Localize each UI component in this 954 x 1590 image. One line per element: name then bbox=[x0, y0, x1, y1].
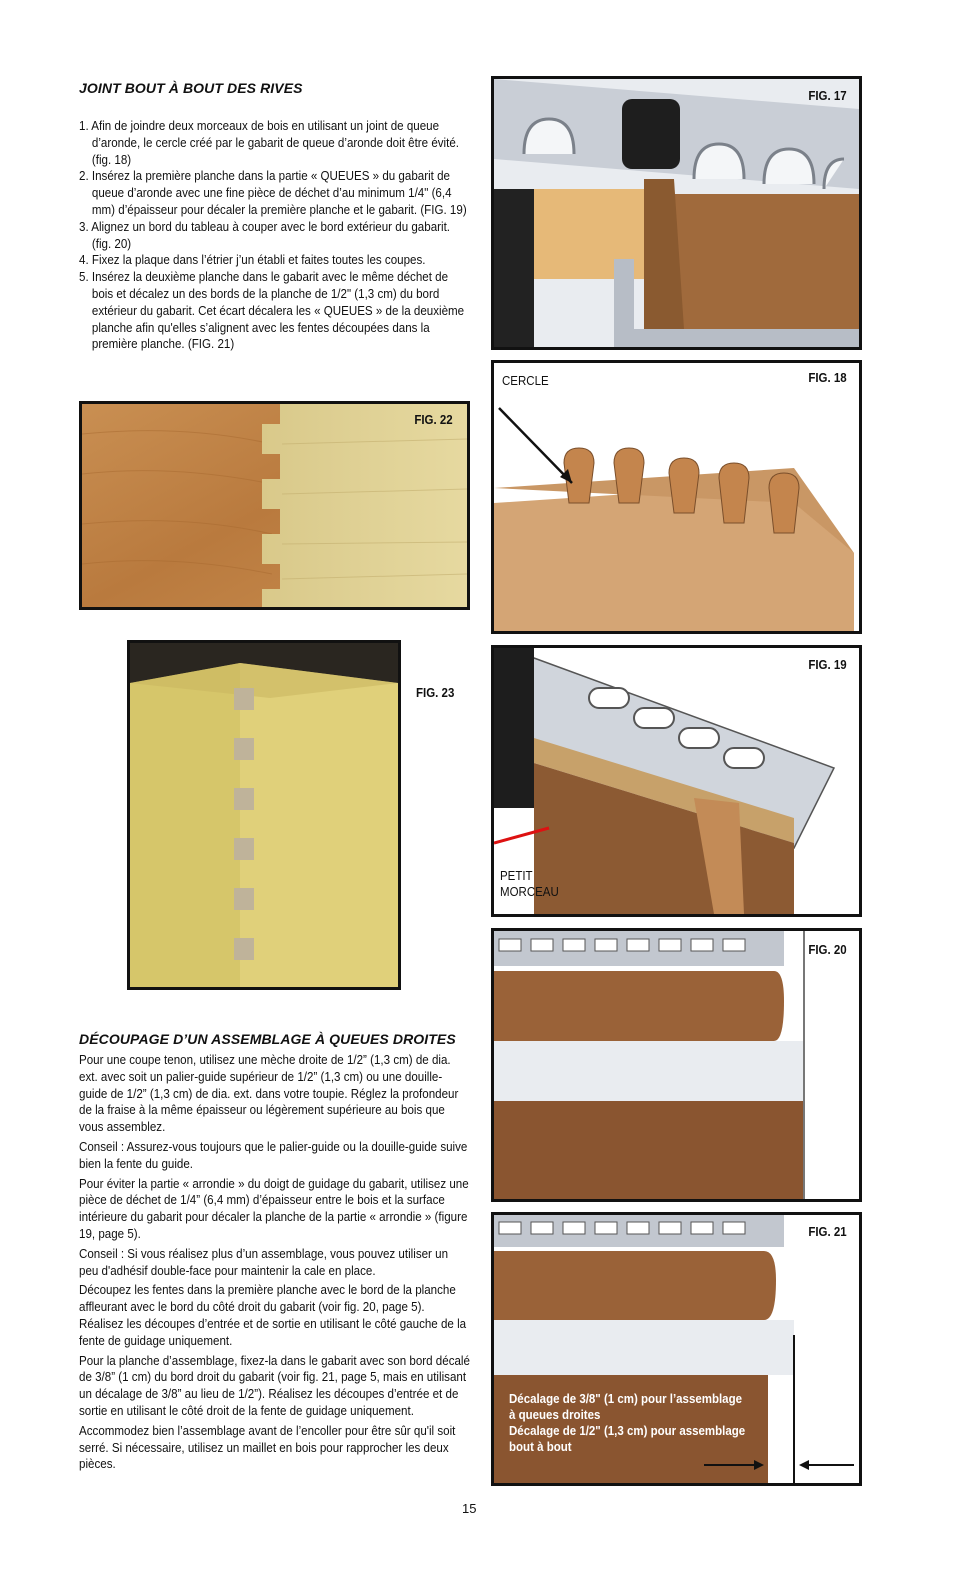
paragraph-2: Conseil : Assurez-vous toujours que le palier-guide ou la douille-guide suive bien la fente du guide. bbox=[79, 1139, 468, 1171]
figure-22-finger-joint bbox=[79, 401, 470, 610]
section-heading-joint: JOINT BOUT À BOUT DES RIVES bbox=[79, 80, 303, 96]
jig-closeup-image bbox=[494, 79, 859, 347]
circle-board-image bbox=[494, 363, 859, 631]
overlay-line-4: bout à bout bbox=[509, 1440, 572, 1454]
step-2: 2. Insérez la première planche dans la partie « QUEUES » du gabarit de queue d’aronde avec une fine pièce de déchet d’au minimum 1/4" (6,4 mm) d’épaisseur pour décaler la première planche et le gabarit. (FIG. 19) bbox=[79, 169, 467, 217]
figure-18-circle bbox=[491, 360, 862, 634]
section-heading-decoupage: DÉCOUPAGE D’UN ASSEMBLAGE À QUEUES DROITES bbox=[79, 1031, 456, 1047]
finger-joint-image bbox=[82, 404, 467, 607]
figure-22-label: FIG. 22 bbox=[414, 413, 453, 427]
paragraph-4: Conseil : Si vous réalisez plus d’un assemblage, vous pouvez utiliser un peu d'adhésif double-face pour maintenir la cale en place. bbox=[79, 1246, 449, 1278]
figure-23-box-corner bbox=[127, 640, 401, 990]
step-1: 1. Afin de joindre deux morceaux de bois en utilisant un joint de queue d’aronde, le cercle créé par le gabarit de queue d’aronde doit être évité. (fig. 18) bbox=[79, 119, 460, 167]
figure-21-offset bbox=[491, 1212, 862, 1486]
step-4: 4. Fixez la plaque dans l’étrier j’un établi et faites toutes les coupes. bbox=[79, 253, 426, 268]
figure-19-label: FIG. 19 bbox=[808, 658, 847, 672]
figure-21-label: FIG. 21 bbox=[808, 1225, 847, 1239]
paragraph-7: Accommodez bien l’assemblage avant de l’encoller pour être sûr qu'il soit serré. Si nécessaire, utilisez un maillet en bois pour rapprocher les deux pièces. bbox=[79, 1423, 456, 1472]
figure-19-small-piece bbox=[491, 645, 862, 917]
overlay-line-3: Décalage de 1/2" (1,3 cm) pour assemblage bbox=[509, 1424, 746, 1438]
overlay-line-2: à queues droites bbox=[509, 1408, 601, 1422]
figure-17-label: FIG. 17 bbox=[808, 89, 847, 103]
paragraph-3: Pour éviter la partie « arrondie » du doigt de guidage du gabarit, utilisez une pièce de déchet de 1/4” (6,4 mm) d’épaisseur entre le bois et la surface intérieure du gabarit pour décaler la planche de la partie « arrondie » (figure 19, page 5). bbox=[79, 1176, 469, 1241]
paragraph-5: Découpez les fentes dans la première planche avec le bord de la planche affleurant avec le bord du côté droit du gabarit (voir fig. 20, page 5). Réalisez les découpes d’entrée et de sortie en utilisant le côté gauche de la fente de guidage uniquement. bbox=[79, 1283, 467, 1348]
figure-20-alignment bbox=[491, 928, 862, 1202]
step-3: 3. Alignez un bord du tableau à couper avec le bord extérieur du gabarit. (fig. 20) bbox=[79, 219, 451, 251]
caption-line-1: PETIT bbox=[500, 869, 533, 883]
offset-annotation bbox=[509, 1391, 745, 1455]
instructions-body bbox=[79, 1052, 470, 1476]
step-5: 5. Insérez la deuxième planche dans le gabarit avec le même déchet de bois et décalez un des bords de la planche de 1/2" (1,3 cm) du bord extérieur du gabarit. Cet écart décalera les « QUEUES » de la deuxième planche afin qu'elles s’alignent avec les fentes découpées dans la première planche. (FIG. 21) bbox=[79, 270, 465, 352]
figure-18-caption: CERCLE bbox=[502, 374, 549, 388]
paragraph-1: Pour une coupe tenon, utilisez une mèche droite de 1/2” (1,3 cm) de dia. ext. avec soit un palier-guide supérieur de 1/2” (1,3 cm) ou une douille-guide de 1/2” (1,3 cm) de dia. ext. dans votre toupie. Réglez la profondeur de la fraise à la même épaisseur ou légèrement supérieure au bois que vous assemblez. bbox=[79, 1053, 459, 1135]
steps-list bbox=[79, 118, 470, 353]
figure-19-caption bbox=[500, 868, 559, 900]
overlay-line-1: Décalage de 3/8" (1 cm) pour l’assemblage bbox=[509, 1392, 743, 1406]
alignment-top-view-image bbox=[494, 931, 859, 1199]
box-corner-image bbox=[130, 643, 398, 987]
figure-18-label: FIG. 18 bbox=[808, 371, 847, 385]
figure-23-label: FIG. 23 bbox=[416, 686, 455, 700]
caption-line-2: MORCEAU bbox=[500, 885, 559, 899]
figure-17-jig-closeup bbox=[491, 76, 862, 350]
figure-20-label: FIG. 20 bbox=[808, 943, 847, 957]
paragraph-6: Pour la planche d’assemblage, fixez-la dans le gabarit avec son bord décalé de 3/8” (1 cm) du bord droit du gabarit (voir fig. 21, page 5, mais en utilisant un décalage de 3/8” au lieu de 1/2”). Réalisez les découpes d’entrée et de sortie en utilisant le côté droit de la fente de guidage uniquement. bbox=[79, 1353, 470, 1418]
page-number: 15 bbox=[462, 1501, 477, 1516]
